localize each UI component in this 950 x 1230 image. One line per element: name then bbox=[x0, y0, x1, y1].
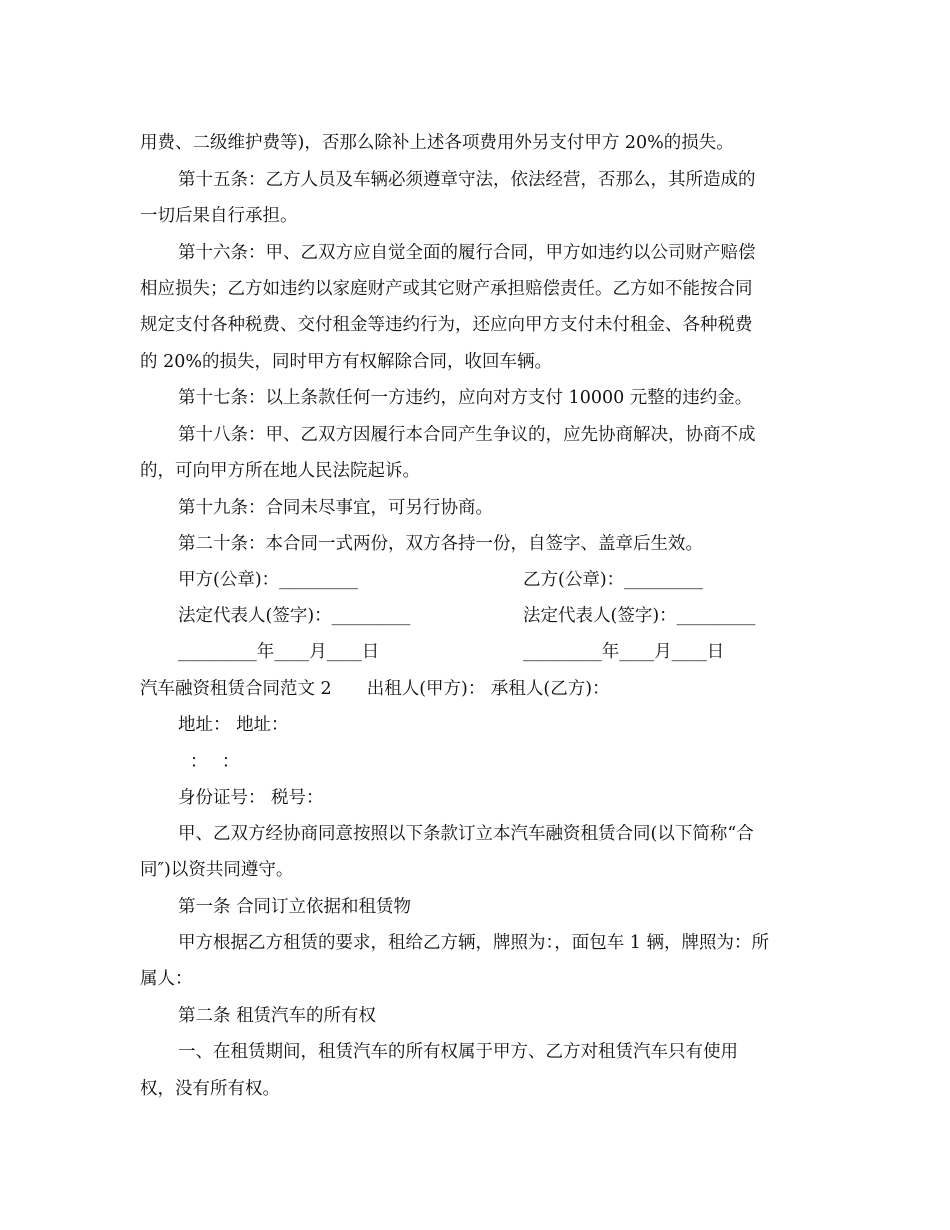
text-line: 第十八条：甲、乙双方因履行本合同产生争议的，应先协商解决，协商不成 bbox=[178, 425, 756, 445]
party-a-seal: 甲方(公章)：_________ bbox=[178, 570, 358, 590]
text-line: 属人： bbox=[140, 969, 193, 989]
text-line: 地址： 地址： bbox=[178, 715, 289, 735]
text-line: 第二条 租赁汽车的所有权 bbox=[178, 1006, 377, 1026]
text-line: 的 20%的损失，同时甲方有权解除合同，收回车辆。 bbox=[140, 352, 552, 372]
text-line: 相应损失；乙方如违约以家庭财产或其它财产承担赔偿责任。乙方如不能按合同 bbox=[140, 279, 753, 299]
party-b-seal: 乙方(公章)：_________ bbox=[523, 570, 703, 590]
party-a-date: _________年____月____日 bbox=[178, 642, 380, 662]
party-b-representative: 法定代表人(签字)：_________ bbox=[523, 606, 756, 626]
text-line: 甲方根据乙方租赁的要求，租给乙方辆，牌照为：，面包车 1 辆，牌照为：所 bbox=[178, 933, 770, 953]
party-b-date: _________年____月____日 bbox=[523, 642, 725, 662]
text-line: 第十七条：以上条款任何一方违约，应向对方支付 10000 元整的违约金。 bbox=[178, 388, 753, 408]
text-line: 甲、乙双方经协商同意按照以下条款订立本汽车融资租赁合同(以下简称“合 bbox=[178, 824, 754, 844]
text-line: 一切后果自行承担。 bbox=[140, 206, 298, 226]
text-line: 规定支付各种税费、交付租金等违约行为，还应向甲方支付未付租金、各种税费 bbox=[140, 315, 753, 335]
party-a-representative: 法定代表人(签字)：_________ bbox=[178, 606, 411, 626]
text-line: 权，没有所有权。 bbox=[140, 1079, 280, 1099]
text-line: 第二十条：本合同一式两份，双方各持一份，自签字、盖章后生效。 bbox=[178, 534, 703, 554]
text-line: 第十六条：甲、乙双方应自觉全面的履行合同，甲方如违约以公司财产赔偿 bbox=[178, 243, 756, 263]
text-line: 汽车融资租赁合同范文 2 出租人(甲方)： 承租人(乙方)： bbox=[140, 679, 610, 699]
text-line: 第一条 合同订立依据和租赁物 bbox=[178, 897, 412, 917]
text-line: 第十九条：合同未尽事宜，可另行协商。 bbox=[178, 498, 493, 518]
text-line: 第十五条：乙方人员及车辆必须遵章守法，依法经营，否那么，其所造成的 bbox=[178, 170, 756, 190]
text-line: 一、在租赁期间，租赁汽车的所有权属于甲方、乙方对租赁汽车只有使用 bbox=[178, 1042, 738, 1062]
text-line: 身份证号： 税号： bbox=[178, 788, 324, 808]
text-line: 同″)以资共同遵守。 bbox=[140, 860, 294, 880]
text-line: ： ： bbox=[190, 752, 240, 772]
text-line: 的，可向甲方所在地人民法院起诉。 bbox=[140, 461, 420, 481]
text-line: 用费、二级维护费等)，否那么除补上述各项费用外另支付甲方 20%的损失。 bbox=[140, 133, 734, 153]
